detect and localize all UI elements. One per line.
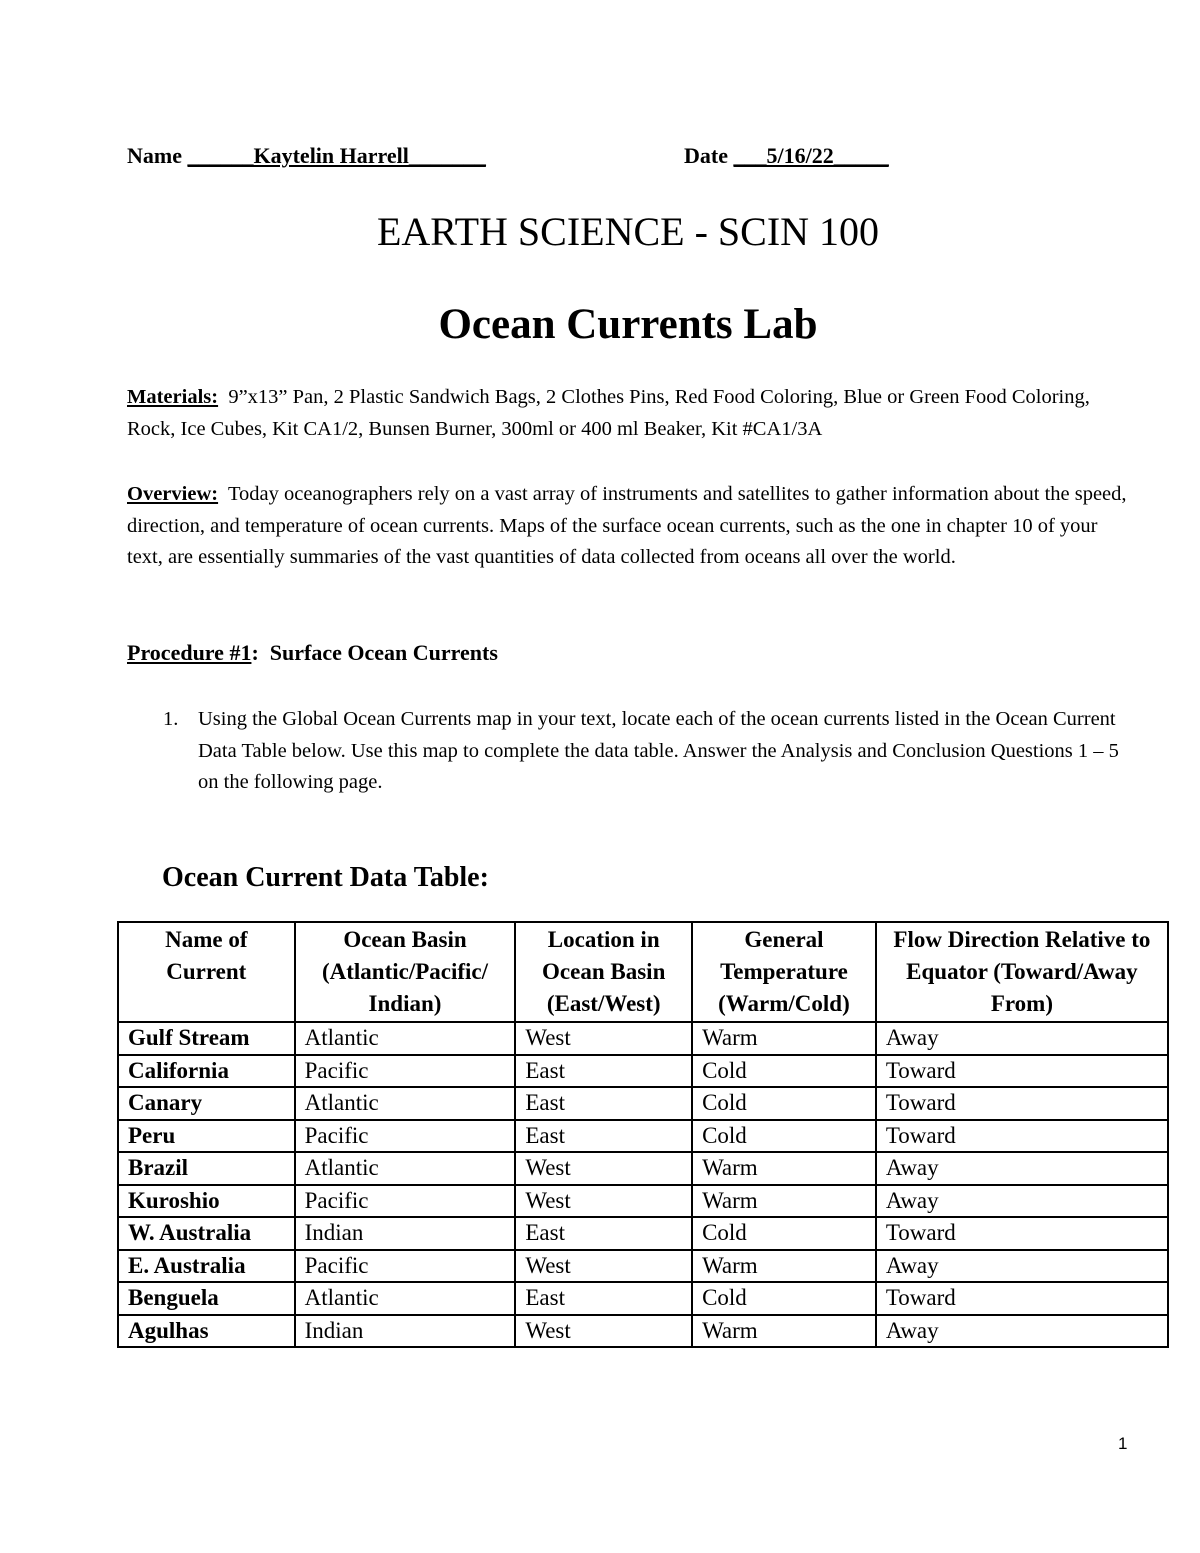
- header-cell: Ocean Basin (Atlantic/Pacific/ Indian): [295, 922, 516, 1022]
- header-cell: Location in Ocean Basin (East/West): [515, 922, 692, 1022]
- flow-direction-cell: Away: [876, 1022, 1168, 1055]
- basin-cell: Pacific: [295, 1055, 516, 1088]
- header-cell: Flow Direction Relative to Equator (Toward/Away From): [876, 922, 1168, 1022]
- basin-cell: Atlantic: [295, 1087, 516, 1120]
- location-cell: West: [515, 1152, 692, 1185]
- basin-cell: Pacific: [295, 1250, 516, 1283]
- location-cell: West: [515, 1250, 692, 1283]
- materials-paragraph: [127, 382, 1137, 445]
- basin-cell: Pacific: [295, 1185, 516, 1218]
- temperature-cell: Cold: [692, 1217, 876, 1250]
- table-row: [118, 1055, 1168, 1088]
- name-value: ______Kaytelin Harrell_______: [187, 143, 486, 168]
- basin-cell: Atlantic: [295, 1152, 516, 1185]
- temperature-cell: Warm: [692, 1250, 876, 1283]
- step-number: 1.: [163, 708, 179, 730]
- procedure-step: [163, 704, 1123, 799]
- basin-cell: Atlantic: [295, 1282, 516, 1315]
- table-row: [118, 1315, 1168, 1348]
- temperature-cell: Cold: [692, 1282, 876, 1315]
- location-cell: West: [515, 1185, 692, 1218]
- basin-cell: Indian: [295, 1315, 516, 1348]
- temperature-cell: Cold: [692, 1055, 876, 1088]
- table-row: [118, 1120, 1168, 1153]
- name-label: Name: [127, 143, 188, 168]
- basin-cell: Atlantic: [295, 1022, 516, 1055]
- current-name-cell: Benguela: [118, 1282, 295, 1315]
- table-row: [118, 1022, 1168, 1055]
- temperature-cell: Warm: [692, 1185, 876, 1218]
- lab-title: Ocean Currents Lab: [438, 301, 818, 348]
- table-header-row: [118, 922, 1168, 1022]
- procedure-label: Procedure #1: [127, 640, 252, 665]
- flow-direction-cell: Away: [876, 1250, 1168, 1283]
- page-number: 1: [1118, 1434, 1128, 1453]
- step-text: Using the Global Ocean Currents map in your text, locate each of the ocean currents listed in the Ocean Current Data Table below. Use this map to complete the data table. Answer the Analysis and Conclusion Questions 1 – 5 on the following page.: [198, 708, 1119, 793]
- date-label: Date: [684, 143, 734, 168]
- flow-direction-cell: Away: [876, 1315, 1168, 1348]
- materials-label: Materials:: [127, 386, 219, 408]
- flow-direction-cell: Toward: [876, 1055, 1168, 1088]
- table-row: [118, 1250, 1168, 1283]
- flow-direction-cell: Away: [876, 1185, 1168, 1218]
- current-name-cell: Agulhas: [118, 1315, 295, 1348]
- flow-direction-cell: Toward: [876, 1217, 1168, 1250]
- flow-direction-cell: Toward: [876, 1087, 1168, 1120]
- ocean-current-data-table: [117, 921, 1169, 1348]
- flow-direction-cell: Toward: [876, 1282, 1168, 1315]
- table-title: Ocean Current Data Table:: [162, 862, 489, 893]
- table-row: [118, 1217, 1168, 1250]
- course-title: EARTH SCIENCE - SCIN 100: [376, 209, 880, 254]
- location-cell: East: [515, 1055, 692, 1088]
- flow-direction-cell: Toward: [876, 1120, 1168, 1153]
- table-row: [118, 1087, 1168, 1120]
- location-cell: West: [515, 1022, 692, 1055]
- table-row: [118, 1282, 1168, 1315]
- location-cell: East: [515, 1282, 692, 1315]
- current-name-cell: E. Australia: [118, 1250, 295, 1283]
- temperature-cell: Cold: [692, 1120, 876, 1153]
- flow-direction-cell: Away: [876, 1152, 1168, 1185]
- table-row: [118, 1152, 1168, 1185]
- date-value: ___5/16/22_____: [733, 143, 889, 168]
- materials-text: 9”x13” Pan, 2 Plastic Sandwich Bags, 2 Clothes Pins, Red Food Coloring, Blue or Green Food Coloring, Rock, Ice Cubes, Kit CA1/2, Bunsen Burner, 300ml or 400 ml Beaker, Kit #CA1/3A: [127, 386, 1090, 440]
- location-cell: East: [515, 1217, 692, 1250]
- location-cell: West: [515, 1315, 692, 1348]
- table-row: [118, 1185, 1168, 1218]
- procedure-heading: [127, 640, 498, 666]
- temperature-cell: Warm: [692, 1152, 876, 1185]
- current-name-cell: Kuroshio: [118, 1185, 295, 1218]
- current-name-cell: Canary: [118, 1087, 295, 1120]
- overview-paragraph: [127, 479, 1137, 574]
- temperature-cell: Cold: [692, 1087, 876, 1120]
- procedure-colon: :: [251, 640, 259, 665]
- temperature-cell: Warm: [692, 1022, 876, 1055]
- current-name-cell: Brazil: [118, 1152, 295, 1185]
- overview-text: Today oceanographers rely on a vast array of instruments and satellites to gather information about the speed, direction, and temperature of ocean currents. Maps of the surface ocean currents, such as the one in chapter 10 of your text, are essentially summaries of the vast quantities of data collected from oceans all over the world.: [127, 483, 1127, 568]
- name-line: [127, 143, 486, 169]
- location-cell: East: [515, 1087, 692, 1120]
- temperature-cell: Warm: [692, 1315, 876, 1348]
- current-name-cell: Gulf Stream: [118, 1022, 295, 1055]
- procedure-title: Surface Ocean Currents: [269, 640, 498, 665]
- current-name-cell: W. Australia: [118, 1217, 295, 1250]
- current-name-cell: Peru: [118, 1120, 295, 1153]
- header-cell: General Temperature (Warm/Cold): [692, 922, 876, 1022]
- date-line: [684, 143, 889, 169]
- basin-cell: Pacific: [295, 1120, 516, 1153]
- location-cell: East: [515, 1120, 692, 1153]
- basin-cell: Indian: [295, 1217, 516, 1250]
- header-cell: Name of Current: [118, 922, 295, 1022]
- overview-label: Overview:: [127, 483, 219, 505]
- current-name-cell: California: [118, 1055, 295, 1088]
